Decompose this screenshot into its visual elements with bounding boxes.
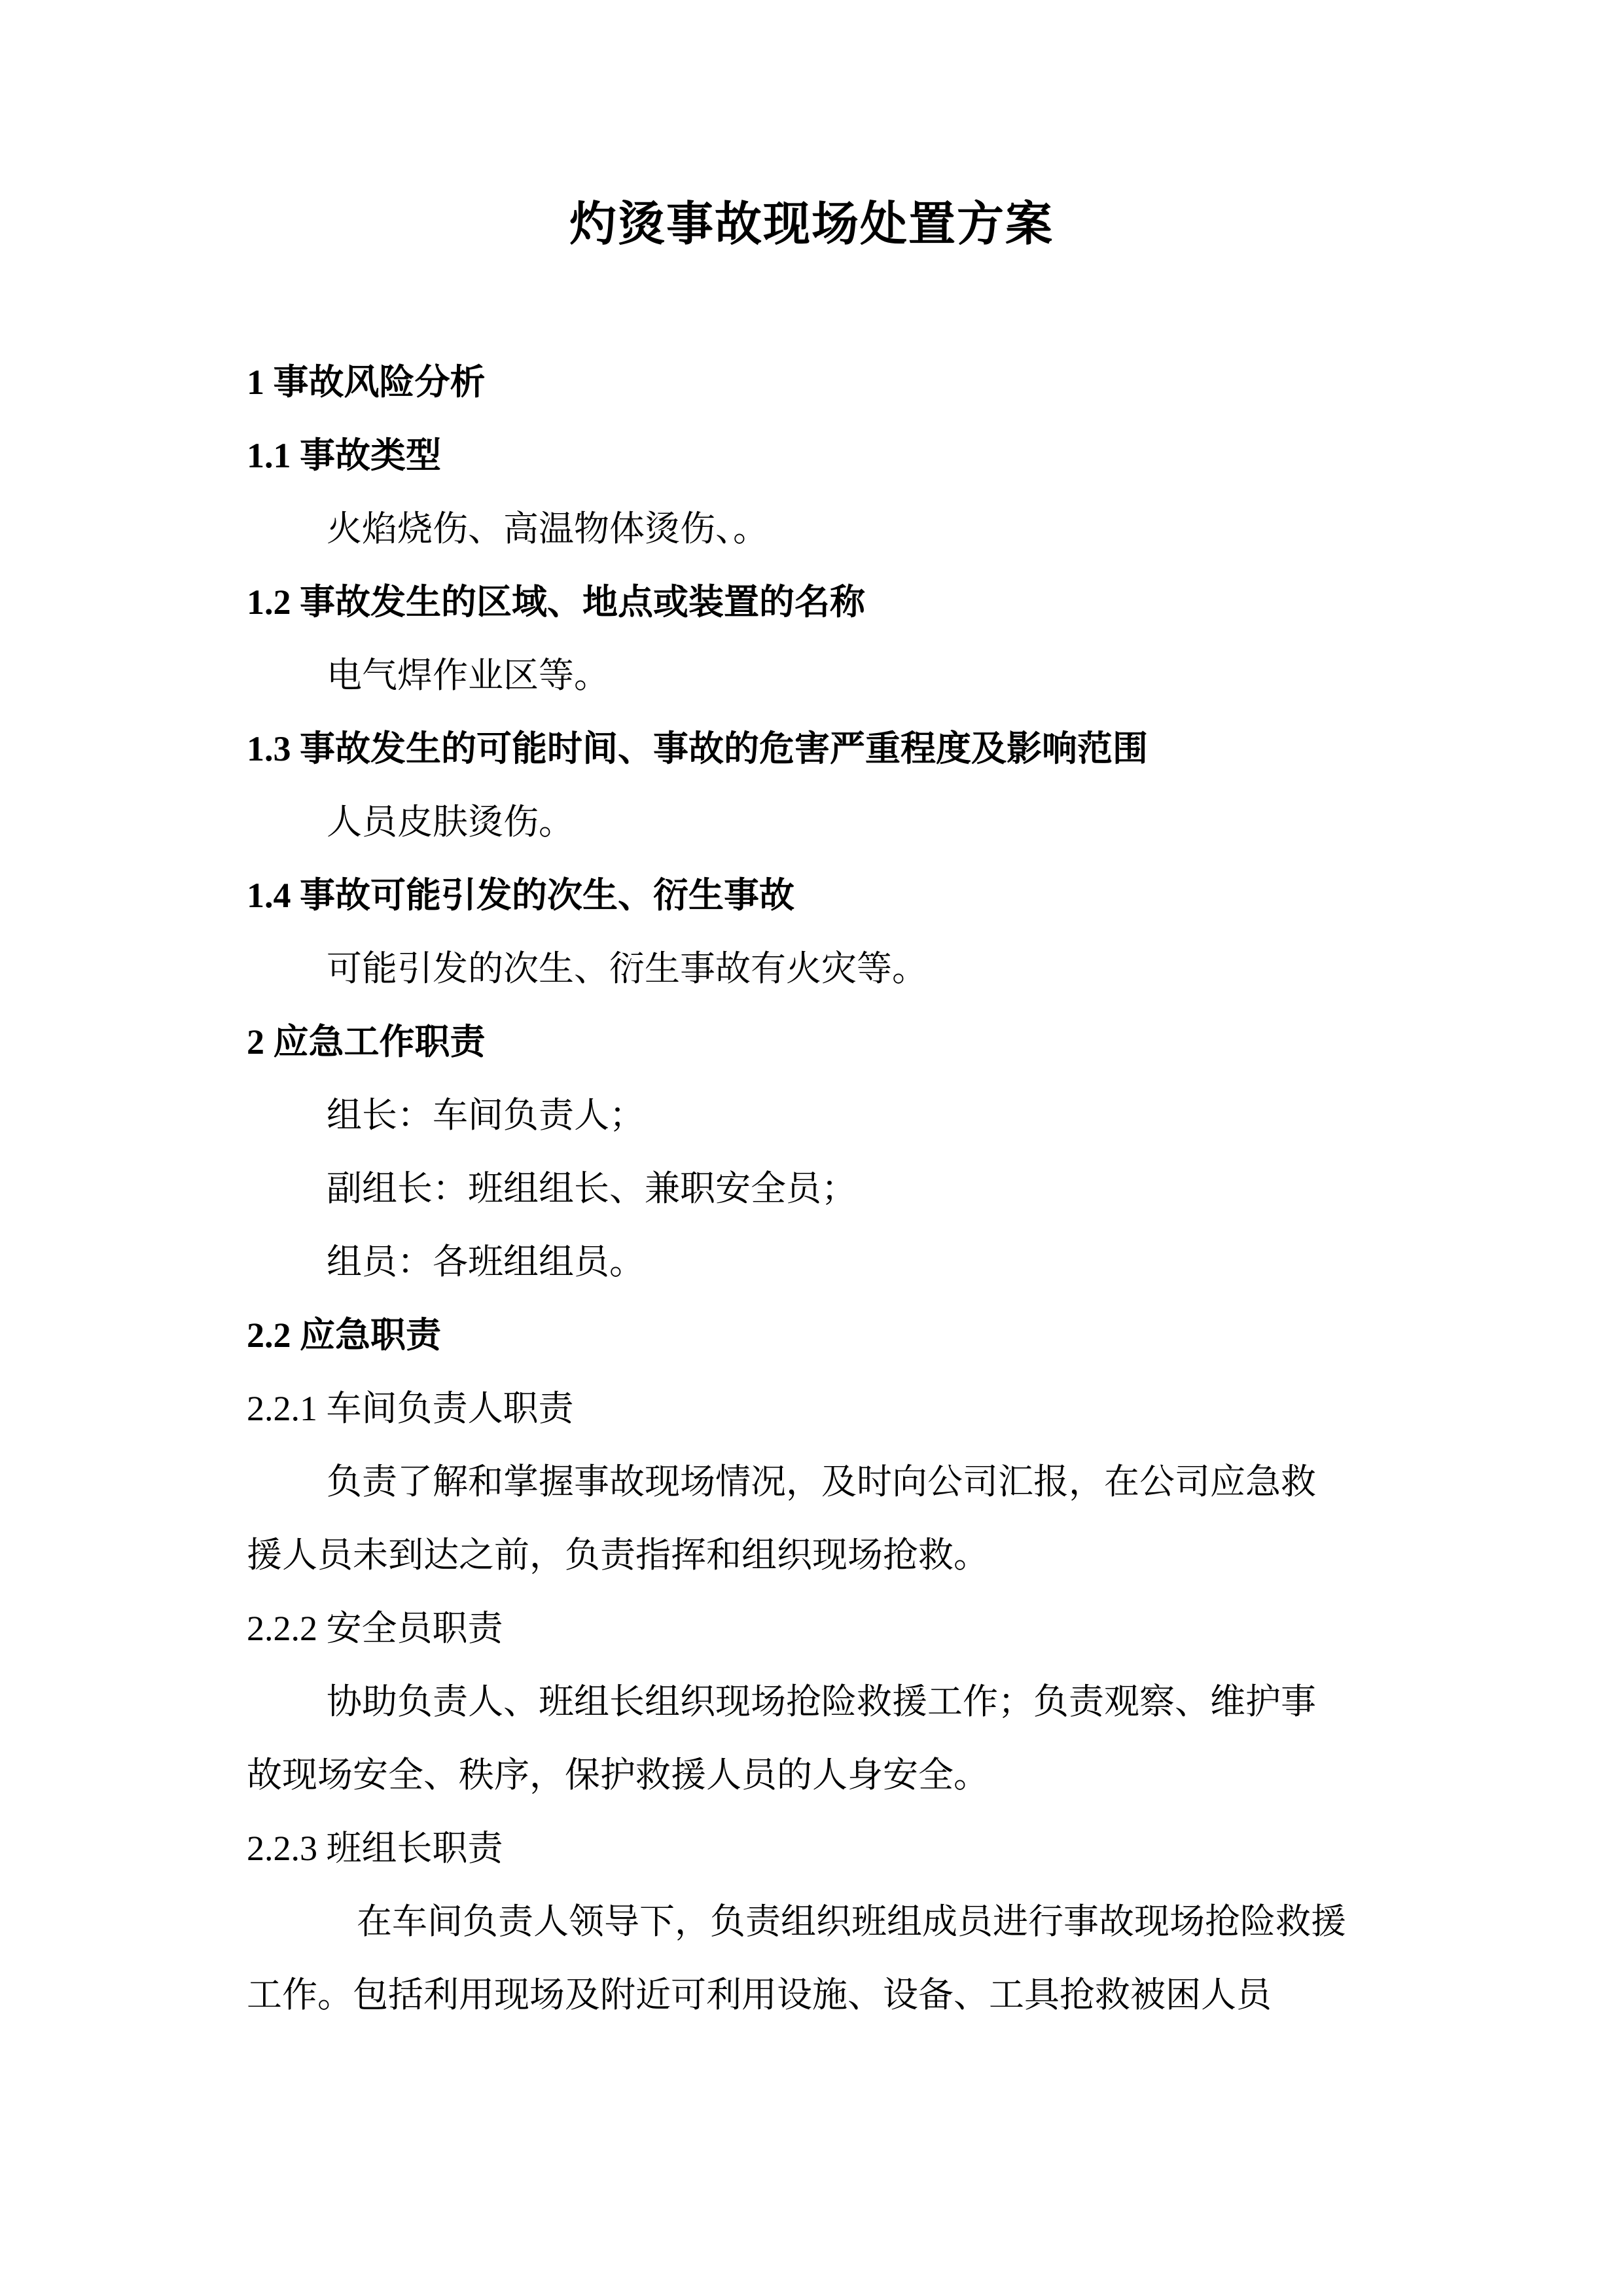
body-1-3-time-severity: 人员皮肤烫伤。 — [327, 802, 574, 842]
document-body — [247, 346, 1359, 2032]
paragraph-2-2-1-workshop-head: 负责了解和掌握事故现场情况，及时向公司汇报，在公司应急救援人员未到达之前，负责指挥和组织现场抢救。 — [247, 1462, 1316, 1575]
subheading-2-2-2-safety-officer: 2.2.2 安全员职责 — [247, 1609, 503, 1648]
paragraph-2-2-3-team-leader: 在车间负责人领导下，负责组织班组成员进行事故现场抢险救援工作。包括利用现场及附近可利用设施、设备、工具抢救被困人员 — [247, 1902, 1346, 2015]
heading-1-risk-analysis: 1 事故风险分析 — [247, 363, 486, 402]
heading-1-4-secondary: 1.4 事故可能引发的次生、衍生事故 — [247, 876, 794, 915]
subheading-2-2-1-workshop-head: 2.2.1 车间负责人职责 — [247, 1389, 574, 1428]
body-2-group-leader: 组长：车间负责人； — [327, 1096, 645, 1135]
heading-2-duties: 2 应急工作职责 — [247, 1022, 486, 1062]
heading-1-2-area-name: 1.2 事故发生的区域、地点或装置的名称 — [247, 583, 865, 622]
body-2-members: 组员：各班组组员。 — [327, 1242, 645, 1282]
body-2-deputy-leader: 副组长：班组组长、兼职安全员； — [327, 1169, 857, 1208]
body-1-1-accident-type: 火焰烧伤、高温物体烫伤、。 — [327, 509, 768, 548]
subheading-2-2-3-team-leader: 2.2.3 班组长职责 — [247, 1829, 503, 1868]
paragraph-2-2-2-safety-officer: 协助负责人、班组长组织现场抢险救援工作；负责观察、维护事故现场安全、秩序，保护救援人员的人身安全。 — [247, 1682, 1316, 1795]
body-1-2-area-name: 电气焊作业区等。 — [327, 656, 609, 695]
heading-1-1-accident-type: 1.1 事故类型 — [247, 436, 441, 475]
heading-1-3-time-severity: 1.3 事故发生的可能时间、事故的危害严重程度及影响范围 — [247, 729, 1148, 768]
body-1-4-secondary: 可能引发的次生、衍生事故有火灾等。 — [327, 949, 927, 988]
heading-2-2-emergency-duties: 2.2 应急职责 — [247, 1316, 441, 1355]
document-title: 灼烫事故现场处置方案 — [569, 198, 1054, 251]
